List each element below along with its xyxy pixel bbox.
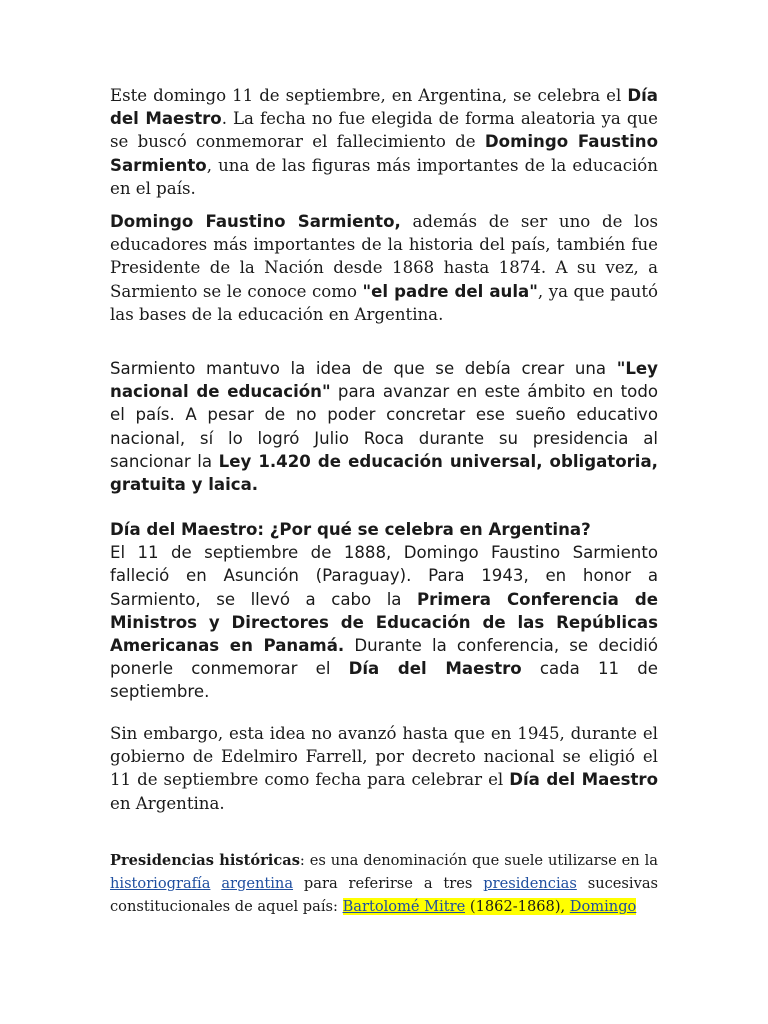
bold-text: Domingo Faustino Sarmiento	[110, 132, 659, 175]
text	[210, 875, 221, 892]
bold-text: Domingo Faustino Sarmiento,	[110, 212, 401, 231]
text: , una de las figuras más importantes de la educación en el país.	[110, 155, 658, 198]
paragraph-farrell-decreto	[110, 722, 658, 815]
text: , ya que pautó las bases de la educación en Argentina.	[110, 281, 658, 324]
bold-text: "el padre del aula"	[362, 281, 538, 301]
paragraph-dia-del-maestro-intro	[110, 84, 658, 200]
text: Este domingo 11 de septiembre, en Argentina, se celebra el	[110, 86, 628, 105]
link-argentina[interactable]: argentina	[221, 875, 294, 892]
text: para avanzar en este ámbito en todo el país. A pesar de no poder concretar ese sueño educativo nacional, sí lo logró Julio Roca durante su presidencia al sancionar la	[110, 382, 659, 471]
link-presidencias[interactable]: presidencias	[483, 875, 577, 892]
text: El 11 de septiembre de 1888, Domingo Faustino Sarmiento falleció en Asunción (Paraguay). Para 1943, en honor a Sarmiento, se llevó a cabo la	[110, 543, 658, 609]
text: para referirse a tres	[293, 875, 484, 892]
text: Sin embargo, esta idea no avanzó hasta que en 1945, durante el gobierno de Edelmiro Farrell, por decreto nacional se eligió el 11 de septiembre como fecha para celebrar el	[110, 724, 658, 790]
text: : es una denominación que suele utilizarse en la	[299, 852, 658, 869]
bold-text: Día del Maestro	[110, 86, 658, 129]
text: sucesivas constitucionales de aquel país:	[110, 875, 659, 915]
bold-text: Ley 1.420 de educación universal, obligatoria, gratuita y laica.	[110, 451, 658, 495]
bold-text: Presidencias históricas	[110, 852, 300, 869]
paragraph-ley-educacion	[110, 357, 658, 496]
text: en Argentina.	[110, 793, 225, 813]
text: Sarmiento mantuvo la idea de que se debía crear una	[110, 359, 617, 378]
link-bartolome-mitre[interactable]: Bartolomé Mitre	[342, 898, 466, 915]
text: Durante la conferencia, se decidió ponerle conmemorar el	[110, 636, 658, 679]
bold-text: Día del Maestro	[348, 659, 522, 679]
link-historiografia[interactable]: historiografía	[110, 875, 211, 892]
text: . La fecha no fue elegida de forma aleatoria ya que se buscó conmemorar el fallecimiento de	[110, 109, 658, 152]
bold-text: Primera Conferencia de Ministros y Directores de Educación de las Repúblicas Americanas en Panamá.	[110, 589, 659, 656]
link-domingo[interactable]: Domingo	[569, 898, 637, 915]
bold-text: Día del Maestro	[509, 770, 658, 790]
section-heading: Día del Maestro: ¿Por qué se celebra en Argentina?	[110, 520, 591, 539]
paragraph-presidencias-historicas	[110, 849, 658, 918]
text: cada 11 de septiembre.	[110, 659, 658, 702]
paragraph-sarmiento-bio	[110, 210, 658, 326]
section-por-que-se-celebra	[110, 518, 658, 704]
text: además de ser uno de los educadores más importantes de la historia del país, también fue Presidente de la Nación desde 1868 hasta 1874. A su vez, a Sarmiento se le conoce como	[110, 212, 658, 301]
highlighted-text: (1862-1868),	[465, 898, 570, 915]
bold-text: "Ley nacional de educación"	[110, 359, 658, 402]
